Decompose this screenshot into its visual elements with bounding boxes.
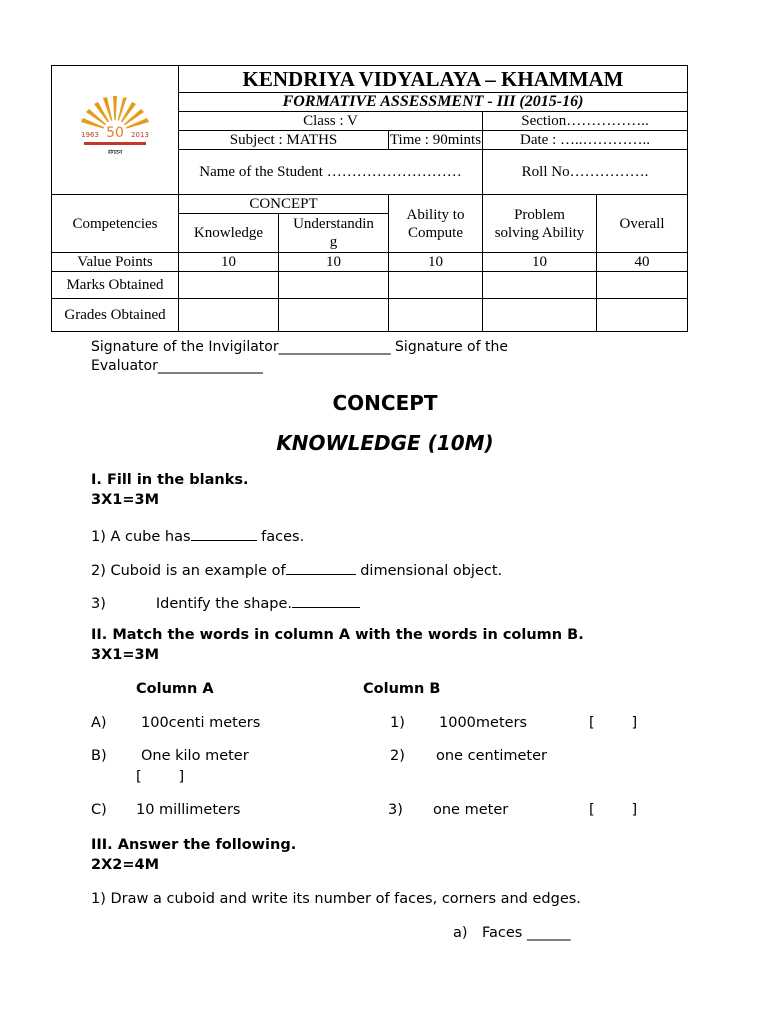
col-problem: Problem solving Ability bbox=[483, 195, 597, 253]
answer-blank[interactable] bbox=[292, 593, 360, 608]
value-point: 10 bbox=[389, 253, 483, 272]
section-title: CONCEPT bbox=[332, 391, 438, 415]
logo-cell bbox=[52, 66, 179, 195]
part3-sub-a-text: Faces ______ bbox=[482, 925, 571, 941]
section-field: Section…………….. bbox=[483, 112, 688, 131]
grades-cell[interactable] bbox=[389, 299, 483, 332]
match-num: 1) bbox=[390, 715, 405, 731]
match-num: 2) bbox=[390, 748, 405, 764]
answer-bracket[interactable]: [ ] bbox=[589, 715, 638, 731]
assessment-title: FORMATIVE ASSESSMENT - III (2015-16) bbox=[179, 93, 688, 112]
grades-obtained-label: Grades Obtained bbox=[52, 299, 179, 332]
subject-field: Subject : MATHS bbox=[179, 131, 389, 150]
section-subtitle: KNOWLEDGE (10M) bbox=[276, 431, 494, 455]
match-item-b: one centimeter bbox=[436, 748, 548, 764]
roll-no-field: Roll No……………. bbox=[483, 150, 688, 195]
part3-heading: III. Answer the following. bbox=[91, 837, 297, 853]
answer-blank[interactable] bbox=[286, 560, 356, 575]
part3-sub-a-label: a) bbox=[453, 925, 468, 941]
match-item-b: 1000meters bbox=[439, 715, 528, 731]
grades-cell[interactable] bbox=[179, 299, 279, 332]
match-label: B) bbox=[91, 748, 107, 764]
concept-label: CONCEPT bbox=[179, 195, 389, 214]
marks-cell[interactable] bbox=[597, 272, 688, 299]
grades-cell[interactable] bbox=[597, 299, 688, 332]
column-b-header: Column B bbox=[363, 681, 441, 697]
marks-cell[interactable] bbox=[279, 272, 389, 299]
svg-text:1963: 1963 bbox=[81, 131, 99, 139]
date-field: Date : …..………….. bbox=[483, 131, 688, 150]
col-knowledge: Knowledge bbox=[179, 214, 279, 253]
column-a-header: Column A bbox=[136, 681, 214, 697]
grades-cell[interactable] bbox=[279, 299, 389, 332]
marks-cell[interactable] bbox=[483, 272, 597, 299]
time-field: Time : 90mints bbox=[389, 132, 482, 148]
col-ability: Ability to Compute bbox=[389, 195, 483, 253]
grades-cell[interactable] bbox=[483, 299, 597, 332]
svg-text:संगठन: संगठन bbox=[107, 149, 123, 156]
marks-cell[interactable] bbox=[179, 272, 279, 299]
part3-marks: 2X2=4M bbox=[91, 857, 160, 873]
svg-text:50: 50 bbox=[106, 125, 124, 141]
kv-logo-icon bbox=[70, 84, 160, 174]
signature-line-2: Evaluator_______________ bbox=[91, 358, 263, 374]
col-overall: Overall bbox=[597, 195, 688, 253]
question-3: 3) Identify the shape. bbox=[91, 593, 360, 612]
value-point: 10 bbox=[179, 253, 279, 272]
match-item-a: One kilo meter bbox=[141, 748, 249, 764]
match-item-b: one meter bbox=[433, 802, 509, 818]
signature-line-1: Signature of the Invigilator________________ Signature of the bbox=[91, 339, 508, 355]
school-name: KENDRIYA VIDYALAYA – KHAMMAM bbox=[179, 66, 688, 93]
student-name-field: Name of the Student ……………………… bbox=[179, 150, 483, 195]
marks-obtained-label: Marks Obtained bbox=[52, 272, 179, 299]
marks-cell[interactable] bbox=[389, 272, 483, 299]
match-num: 3) bbox=[388, 802, 403, 818]
question-1: 1) A cube has faces. bbox=[91, 526, 304, 545]
answer-blank[interactable] bbox=[191, 526, 257, 541]
competencies-label: Competencies bbox=[52, 195, 179, 253]
question-2: 2) Cuboid is an example of dimensional object. bbox=[91, 560, 502, 579]
value-point: 40 bbox=[597, 253, 688, 272]
match-item-a: 10 millimeters bbox=[136, 802, 241, 818]
col-understanding: Understandin g bbox=[279, 214, 389, 253]
value-point: 10 bbox=[483, 253, 597, 272]
part3-question-1: 1) Draw a cuboid and write its number of faces, corners and edges. bbox=[91, 891, 581, 907]
svg-text:2013: 2013 bbox=[131, 131, 149, 139]
value-point: 10 bbox=[279, 253, 389, 272]
match-item-a: 100centi meters bbox=[141, 715, 261, 731]
class-field: Class : V bbox=[179, 112, 483, 131]
part1-heading: I. Fill in the blanks. bbox=[91, 472, 249, 488]
match-label: C) bbox=[91, 802, 107, 818]
part1-marks: 3X1=3M bbox=[91, 492, 160, 508]
answer-bracket[interactable]: [ ] bbox=[136, 769, 185, 785]
part2-marks: 3X1=3M bbox=[91, 647, 160, 663]
part2-heading: II. Match the words in column A with the words in column B. bbox=[91, 627, 584, 643]
header-table bbox=[51, 65, 688, 332]
value-points-label: Value Points bbox=[52, 253, 179, 272]
answer-bracket[interactable]: [ ] bbox=[589, 802, 638, 818]
match-label: A) bbox=[91, 715, 107, 731]
